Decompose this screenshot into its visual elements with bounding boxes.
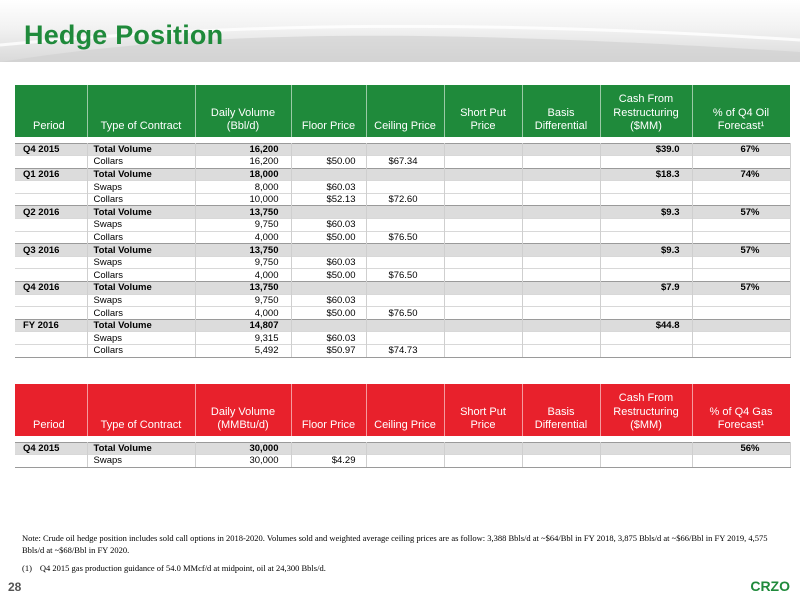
oil-table-row	[15, 345, 790, 358]
oil-cell-type: Collars	[87, 231, 195, 244]
oil-cell-pct: 57%	[692, 282, 790, 295]
oil-header-period: Period	[15, 85, 87, 137]
gas-cell-volume: 30,000	[195, 442, 291, 455]
oil-cell-type: Total Volume	[87, 143, 195, 156]
oil-cell-floor: $50.00	[291, 231, 366, 244]
oil-cell-period	[15, 332, 87, 345]
oil-cell-floor	[291, 206, 366, 219]
oil-cell-period	[15, 307, 87, 320]
oil-cell-volume: 5,492	[195, 345, 291, 358]
oil-header-type: Type of Contract	[87, 85, 195, 137]
oil-cell-pct: 57%	[692, 244, 790, 257]
oil-cell-type: Swaps	[87, 256, 195, 269]
oil-cell-basis	[522, 168, 600, 181]
oil-cell-basis	[522, 244, 600, 257]
oil-cell-floor	[291, 244, 366, 257]
oil-cell-volume: 13,750	[195, 244, 291, 257]
oil-cell-basis	[522, 219, 600, 232]
oil-cell-cash	[600, 332, 692, 345]
oil-cell-put	[444, 294, 522, 307]
oil-cell-type: Collars	[87, 345, 195, 358]
oil-cell-type: Collars	[87, 307, 195, 320]
gas-cell-period: Q4 2015	[15, 442, 87, 455]
oil-cell-pct	[692, 219, 790, 232]
gas-cell-type: Total Volume	[87, 442, 195, 455]
gas-cell-cash	[600, 455, 692, 468]
oil-cell-basis	[522, 345, 600, 358]
oil-cell-put	[444, 345, 522, 358]
oil-cell-type: Swaps	[87, 181, 195, 194]
gas-header-ceiling: Ceiling Price	[366, 384, 444, 436]
oil-cell-basis	[522, 332, 600, 345]
gas-table-row	[15, 442, 790, 455]
footnote-marker: (1)	[22, 563, 32, 573]
oil-header-pct: % of Q4 Oil Forecast¹	[692, 85, 790, 137]
oil-cell-volume: 4,000	[195, 269, 291, 282]
oil-cell-pct: 74%	[692, 168, 790, 181]
oil-table-row	[15, 143, 790, 156]
oil-cell-type: Total Volume	[87, 206, 195, 219]
oil-cell-basis	[522, 181, 600, 194]
oil-cell-put	[444, 256, 522, 269]
oil-table-row	[15, 282, 790, 295]
oil-cell-ceiling	[366, 332, 444, 345]
oil-header-put: Short Put Price	[444, 85, 522, 137]
oil-cell-period	[15, 256, 87, 269]
oil-cell-floor: $60.03	[291, 294, 366, 307]
gas-cell-floor: $4.29	[291, 455, 366, 468]
oil-cell-volume: 9,315	[195, 332, 291, 345]
oil-cell-pct	[692, 181, 790, 194]
gas-cell-type: Swaps	[87, 455, 195, 468]
oil-cell-pct	[692, 307, 790, 320]
oil-cell-pct	[692, 294, 790, 307]
gas-cell-pct: 56%	[692, 442, 790, 455]
oil-cell-cash	[600, 219, 692, 232]
oil-cell-pct	[692, 332, 790, 345]
oil-cell-volume: 16,200	[195, 156, 291, 169]
oil-cell-basis	[522, 319, 600, 332]
crude-oil-note: Note: Crude oil hedge position includes sold call options in 2018-2020. Volumes sold and weighted average ceiling prices are as follow: 3,388 Bbls/d at ~$64/Bbl in FY 2018, 3,875 Bbls/d at ~$66/Bbl in FY 2019, 4,575 Bbls/d at ~$68/Bbl in FY 2020.	[22, 533, 768, 556]
oil-cell-ceiling: $72.60	[366, 193, 444, 206]
gas-cell-cash	[600, 442, 692, 455]
gas-header-row	[15, 384, 790, 436]
footnote	[22, 563, 326, 573]
oil-table-row	[15, 156, 790, 169]
oil-cell-volume: 9,750	[195, 294, 291, 307]
oil-cell-period	[15, 219, 87, 232]
oil-cell-period: Q4 2016	[15, 282, 87, 295]
oil-cell-cash	[600, 307, 692, 320]
gas-cell-put	[444, 455, 522, 468]
oil-cell-floor: $60.03	[291, 219, 366, 232]
oil-table-row	[15, 219, 790, 232]
oil-cell-pct	[692, 156, 790, 169]
gas-hedge-table	[15, 384, 791, 468]
oil-cell-type: Total Volume	[87, 319, 195, 332]
gas-cell-pct	[692, 455, 790, 468]
oil-cell-floor: $50.00	[291, 307, 366, 320]
oil-cell-ceiling	[366, 181, 444, 194]
oil-table-row	[15, 244, 790, 257]
oil-cell-put	[444, 282, 522, 295]
oil-cell-put	[444, 143, 522, 156]
oil-cell-ceiling: $76.50	[366, 231, 444, 244]
oil-cell-ceiling	[366, 143, 444, 156]
oil-cell-period	[15, 269, 87, 282]
oil-cell-ceiling	[366, 168, 444, 181]
oil-cell-cash: $18.3	[600, 168, 692, 181]
oil-cell-basis	[522, 282, 600, 295]
oil-cell-type: Total Volume	[87, 244, 195, 257]
footnote-text: Q4 2015 gas production guidance of 54.0 MMcf/d at midpoint, oil at 24,300 Bbls/d.	[39, 563, 326, 573]
oil-cell-period	[15, 345, 87, 358]
oil-table-row	[15, 181, 790, 194]
oil-cell-put	[444, 319, 522, 332]
gas-header-volume: Daily Volume (MMBtu/d)	[195, 384, 291, 436]
gas-header-put: Short Put Price	[444, 384, 522, 436]
oil-table-row	[15, 206, 790, 219]
oil-cell-ceiling	[366, 206, 444, 219]
oil-cell-type: Total Volume	[87, 168, 195, 181]
oil-cell-pct	[692, 345, 790, 358]
oil-cell-ceiling: $74.73	[366, 345, 444, 358]
oil-cell-basis	[522, 256, 600, 269]
oil-cell-volume: 9,750	[195, 219, 291, 232]
oil-cell-pct	[692, 231, 790, 244]
oil-cell-floor: $60.03	[291, 332, 366, 345]
oil-cell-basis	[522, 269, 600, 282]
oil-cell-volume: 16,200	[195, 143, 291, 156]
oil-cell-period	[15, 294, 87, 307]
gas-cell-basis	[522, 442, 600, 455]
oil-cell-period: FY 2016	[15, 319, 87, 332]
oil-cell-period: Q3 2016	[15, 244, 87, 257]
oil-cell-ceiling	[366, 319, 444, 332]
oil-cell-basis	[522, 307, 600, 320]
oil-cell-volume: 18,000	[195, 168, 291, 181]
gas-header-pct: % of Q4 Gas Forecast¹	[692, 384, 790, 436]
oil-cell-put	[444, 244, 522, 257]
oil-cell-cash	[600, 231, 692, 244]
oil-cell-cash	[600, 181, 692, 194]
oil-cell-floor: $50.00	[291, 269, 366, 282]
oil-hedge-table	[15, 85, 791, 358]
oil-cell-put	[444, 219, 522, 232]
oil-cell-pct: 67%	[692, 143, 790, 156]
oil-cell-floor: $60.03	[291, 256, 366, 269]
oil-header-ceiling: Ceiling Price	[366, 85, 444, 137]
gas-header-period: Period	[15, 384, 87, 436]
oil-cell-type: Swaps	[87, 294, 195, 307]
oil-cell-floor: $50.00	[291, 156, 366, 169]
oil-cell-volume: 4,000	[195, 231, 291, 244]
oil-cell-period: Q4 2015	[15, 143, 87, 156]
gas-cell-ceiling	[366, 455, 444, 468]
oil-header-row	[15, 85, 790, 137]
oil-header-floor: Floor Price	[291, 85, 366, 137]
oil-cell-period	[15, 231, 87, 244]
oil-cell-ceiling	[366, 244, 444, 257]
oil-cell-volume: 4,000	[195, 307, 291, 320]
oil-table-row	[15, 193, 790, 206]
oil-table-row	[15, 332, 790, 345]
oil-cell-type: Collars	[87, 193, 195, 206]
oil-table-row	[15, 307, 790, 320]
oil-cell-cash	[600, 256, 692, 269]
oil-cell-ceiling	[366, 282, 444, 295]
oil-cell-floor	[291, 282, 366, 295]
gas-header-floor: Floor Price	[291, 384, 366, 436]
oil-cell-period	[15, 193, 87, 206]
oil-cell-volume: 13,750	[195, 206, 291, 219]
oil-cell-volume: 10,000	[195, 193, 291, 206]
oil-cell-type: Total Volume	[87, 282, 195, 295]
oil-cell-put	[444, 269, 522, 282]
oil-cell-volume: 14,807	[195, 319, 291, 332]
oil-cell-put	[444, 193, 522, 206]
oil-cell-type: Collars	[87, 269, 195, 282]
oil-cell-period: Q1 2016	[15, 168, 87, 181]
oil-cell-cash: $39.0	[600, 143, 692, 156]
company-logo: CRZO	[750, 578, 790, 594]
oil-cell-put	[444, 332, 522, 345]
oil-cell-cash	[600, 156, 692, 169]
gas-header-basis: Basis Differential	[522, 384, 600, 436]
gas-cell-basis	[522, 455, 600, 468]
oil-cell-basis	[522, 231, 600, 244]
oil-cell-floor: $50.97	[291, 345, 366, 358]
oil-cell-type: Swaps	[87, 332, 195, 345]
oil-table-row	[15, 256, 790, 269]
oil-cell-type: Collars	[87, 156, 195, 169]
oil-cell-floor: $60.03	[291, 181, 366, 194]
oil-cell-floor	[291, 143, 366, 156]
gas-header-cash: Cash From Restructuring ($MM)	[600, 384, 692, 436]
oil-cell-volume: 8,000	[195, 181, 291, 194]
oil-cell-floor: $52.13	[291, 193, 366, 206]
oil-cell-cash	[600, 294, 692, 307]
gas-cell-period	[15, 455, 87, 468]
oil-cell-ceiling: $76.50	[366, 269, 444, 282]
oil-cell-put	[444, 181, 522, 194]
gas-cell-ceiling	[366, 442, 444, 455]
oil-cell-cash	[600, 269, 692, 282]
gas-table-row	[15, 455, 790, 468]
oil-cell-ceiling	[366, 219, 444, 232]
oil-cell-volume: 9,750	[195, 256, 291, 269]
oil-table-row	[15, 294, 790, 307]
oil-cell-basis	[522, 206, 600, 219]
oil-cell-put	[444, 156, 522, 169]
oil-table-row	[15, 319, 790, 332]
oil-cell-volume: 13,750	[195, 282, 291, 295]
oil-cell-pct	[692, 193, 790, 206]
oil-cell-pct	[692, 256, 790, 269]
oil-cell-ceiling: $67.34	[366, 156, 444, 169]
oil-cell-ceiling: $76.50	[366, 307, 444, 320]
oil-header-volume: Daily Volume (Bbl/d)	[195, 85, 291, 137]
oil-cell-pct: 57%	[692, 206, 790, 219]
oil-cell-type: Swaps	[87, 219, 195, 232]
oil-cell-cash: $9.3	[600, 244, 692, 257]
oil-cell-basis	[522, 156, 600, 169]
oil-header-basis: Basis Differential	[522, 85, 600, 137]
oil-cell-put	[444, 307, 522, 320]
gas-header-type: Type of Contract	[87, 384, 195, 436]
oil-cell-ceiling	[366, 256, 444, 269]
oil-table-row	[15, 269, 790, 282]
oil-cell-cash: $9.3	[600, 206, 692, 219]
oil-cell-basis	[522, 294, 600, 307]
oil-table-row	[15, 168, 790, 181]
oil-cell-cash: $44.8	[600, 319, 692, 332]
oil-cell-put	[444, 168, 522, 181]
oil-cell-put	[444, 206, 522, 219]
oil-cell-basis	[522, 193, 600, 206]
oil-table-row	[15, 231, 790, 244]
oil-header-cash: Cash From Restructuring ($MM)	[600, 85, 692, 137]
oil-cell-ceiling	[366, 294, 444, 307]
oil-cell-pct	[692, 319, 790, 332]
page-number: 28	[8, 580, 22, 594]
oil-cell-period	[15, 156, 87, 169]
oil-cell-cash: $7.9	[600, 282, 692, 295]
page-title: Hedge Position	[24, 20, 224, 50]
oil-cell-pct	[692, 269, 790, 282]
gas-cell-volume: 30,000	[195, 455, 291, 468]
oil-cell-period: Q2 2016	[15, 206, 87, 219]
oil-cell-floor	[291, 168, 366, 181]
gas-cell-put	[444, 442, 522, 455]
oil-cell-cash	[600, 345, 692, 358]
oil-cell-period	[15, 181, 87, 194]
gas-cell-floor	[291, 442, 366, 455]
oil-cell-put	[444, 231, 522, 244]
oil-cell-cash	[600, 193, 692, 206]
oil-cell-floor	[291, 319, 366, 332]
oil-cell-basis	[522, 143, 600, 156]
